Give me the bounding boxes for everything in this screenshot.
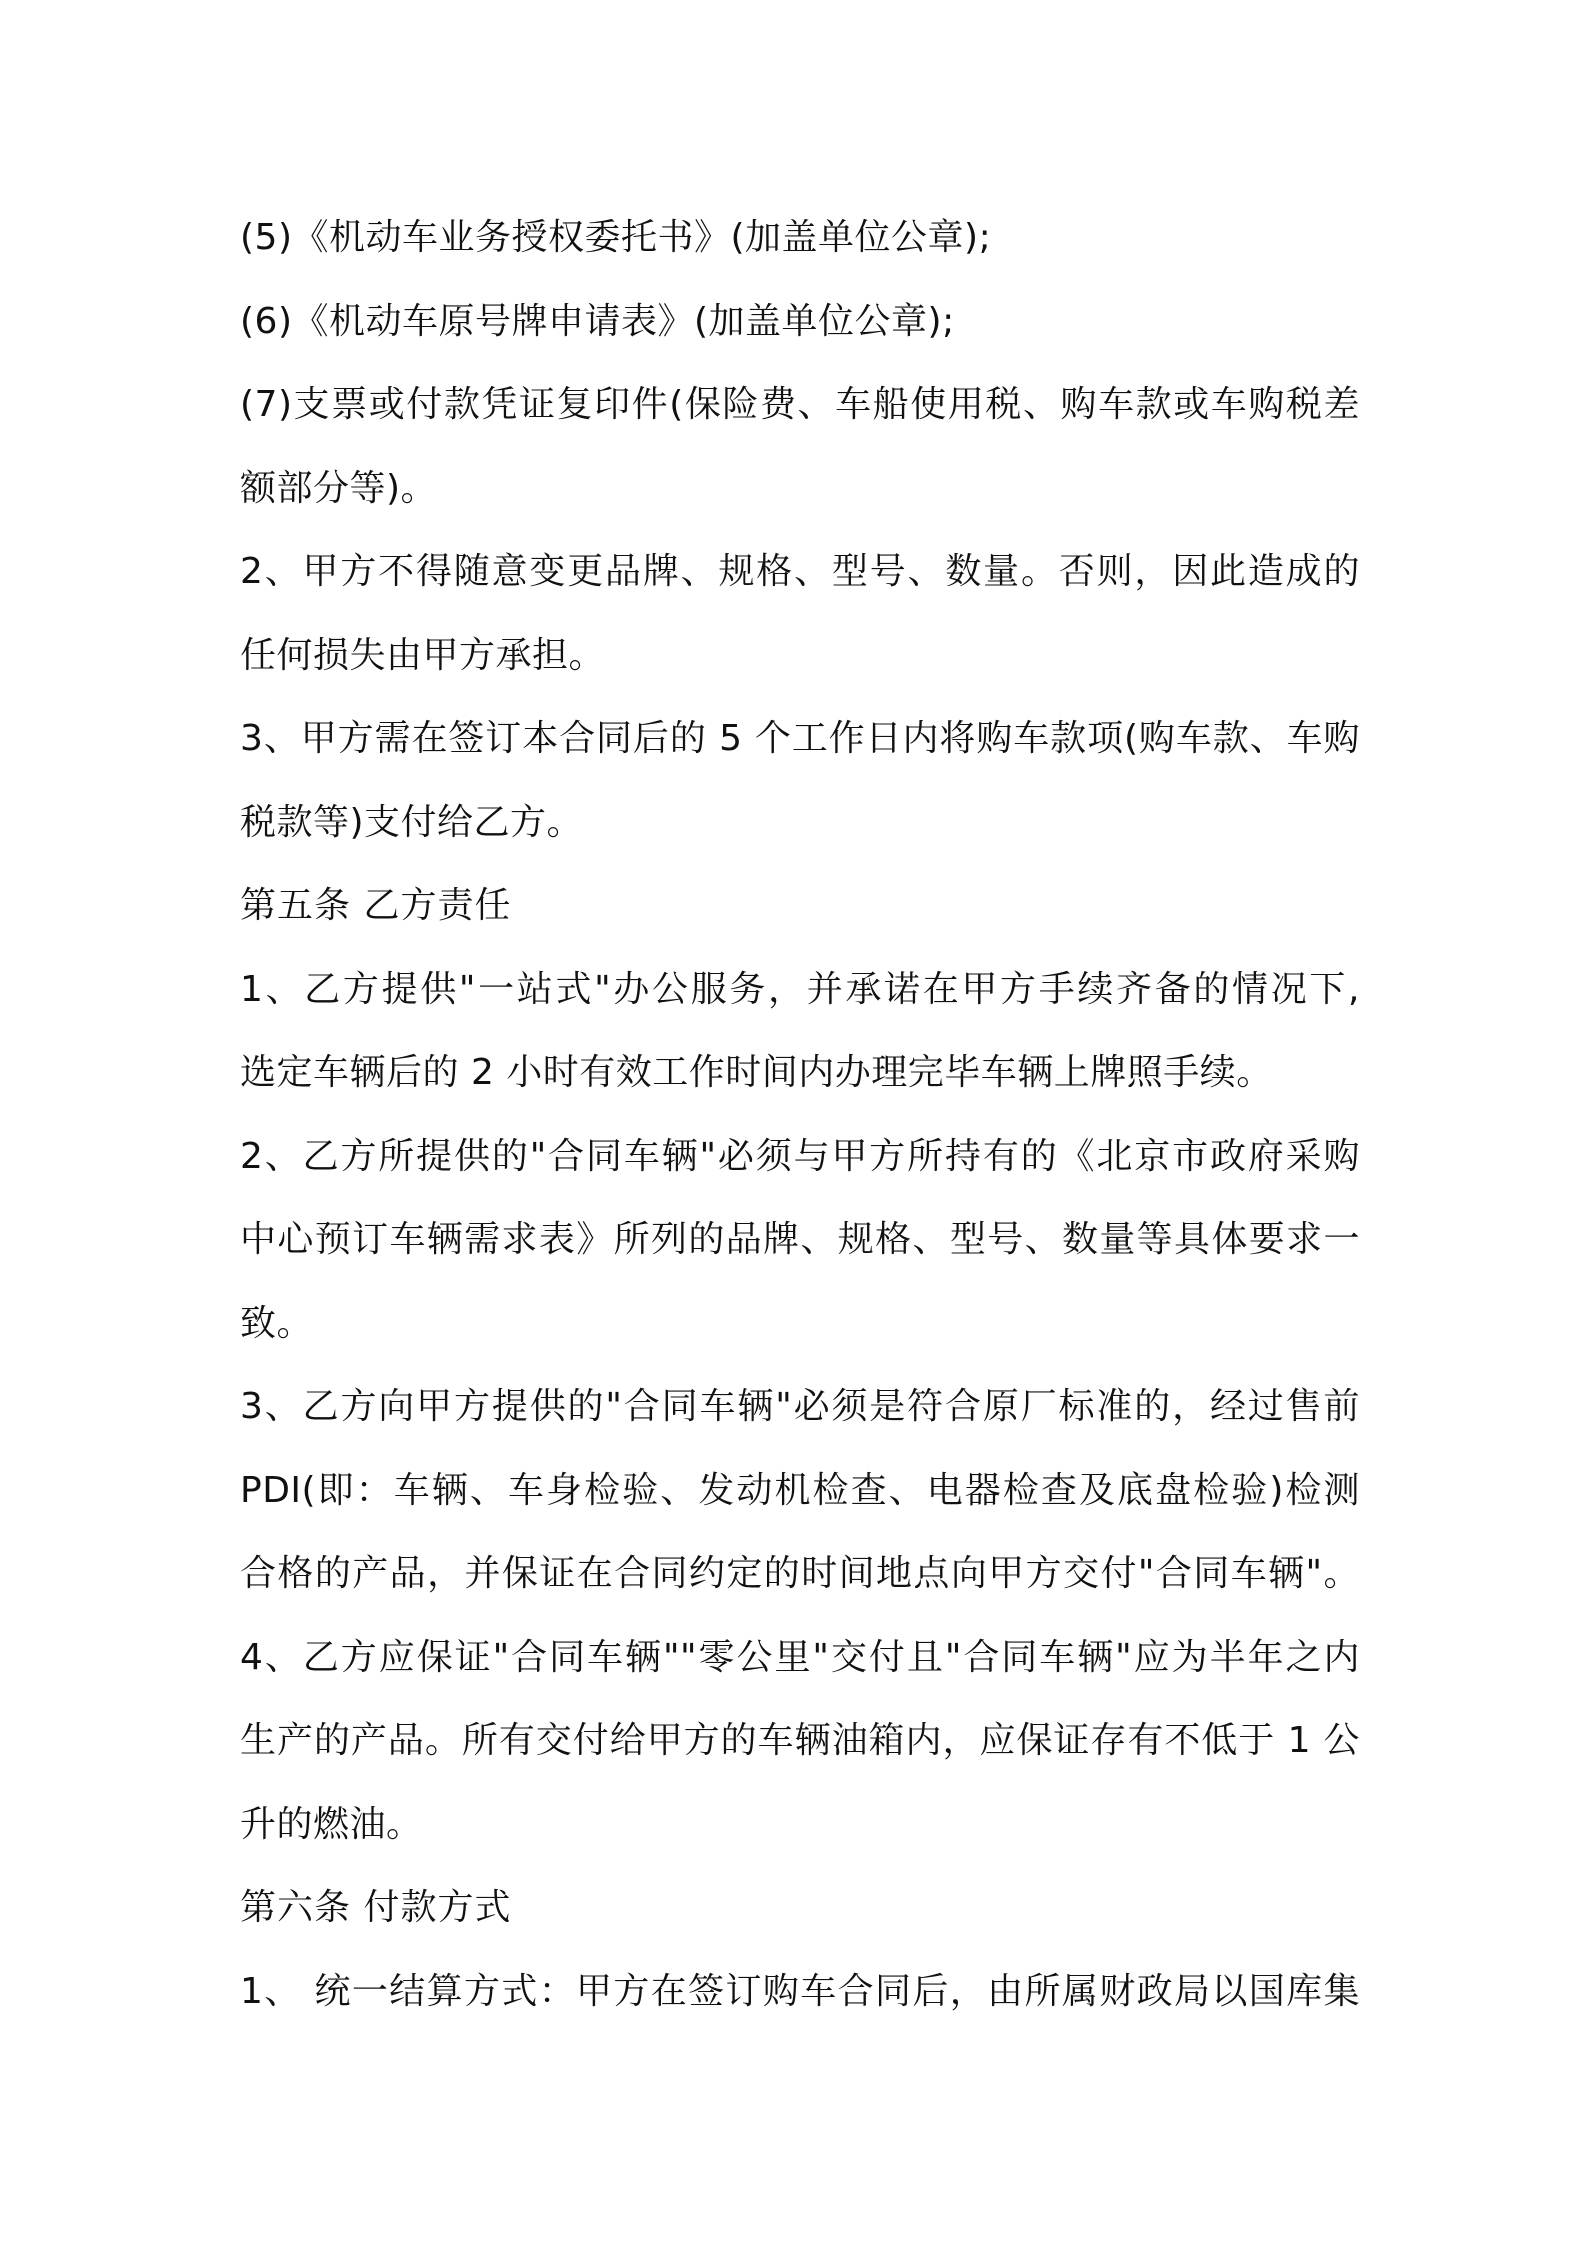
text-line: 致。	[240, 1302, 314, 1344]
text-line: 升的燃油。	[240, 1803, 423, 1845]
text-line: 2、甲方不得随意变更品牌、规格、型号、数量。否则，因此造成的	[240, 551, 1360, 592]
text-line: (5)《机动车业务授权委托书》(加盖单位公章);	[240, 217, 992, 258]
text-line: 任何损失由甲方承担。	[240, 634, 606, 676]
text-line: PDI(即：车辆、车身检验、发动机检查、电器检查及底盘检验)检测	[240, 1469, 1360, 1511]
text-line: (7)支票或付款凭证复印件(保险费、车船使用税、购车款或车购税差	[240, 384, 1360, 425]
section-heading: 第六条 付款方式	[240, 1887, 512, 1928]
text-line: 3、乙方向甲方提供的"合同车辆"必须是符合原厂标准的，经过售前	[240, 1386, 1360, 1427]
text-line: 2、乙方所提供的"合同车辆"必须与甲方所持有的《北京市政府采购	[240, 1135, 1360, 1177]
document-page	[240, 196, 1360, 2033]
text-line: 选定车辆后的 2 小时有效工作时间内办理完毕车辆上牌照手续。	[240, 1052, 1273, 1093]
text-line: 4、乙方应保证"合同车辆""零公里"交付且"合同车辆"应为半年之内	[240, 1636, 1360, 1678]
text-line: 中心预订车辆需求表》所列的品牌、规格、型号、数量等具体要求一	[240, 1219, 1360, 1260]
text-line: 税款等)支付给乙方。	[240, 801, 584, 843]
text-line: (6)《机动车原号牌申请表》(加盖单位公章);	[240, 300, 955, 342]
text-line: 3、甲方需在签订本合同后的 5 个工作日内将购车款项(购车款、车购	[240, 718, 1360, 759]
text-line: 额部分等)。	[240, 467, 438, 509]
text-line: 1、乙方提供"一站式"办公服务，并承诺在甲方手续齐备的情况下,	[240, 968, 1360, 1010]
text-line: 1、 统一结算方式：甲方在签订购车合同后，由所属财政局以国库集	[240, 1970, 1360, 2012]
section-heading: 第五条 乙方责任	[240, 885, 512, 926]
text-line: 生产的产品。所有交付给甲方的车辆油箱内，应保证存有不低于 1 公	[240, 1720, 1360, 1761]
text-line: 合格的产品，并保证在合同约定的时间地点向甲方交付"合同车辆"。	[240, 1553, 1360, 1594]
